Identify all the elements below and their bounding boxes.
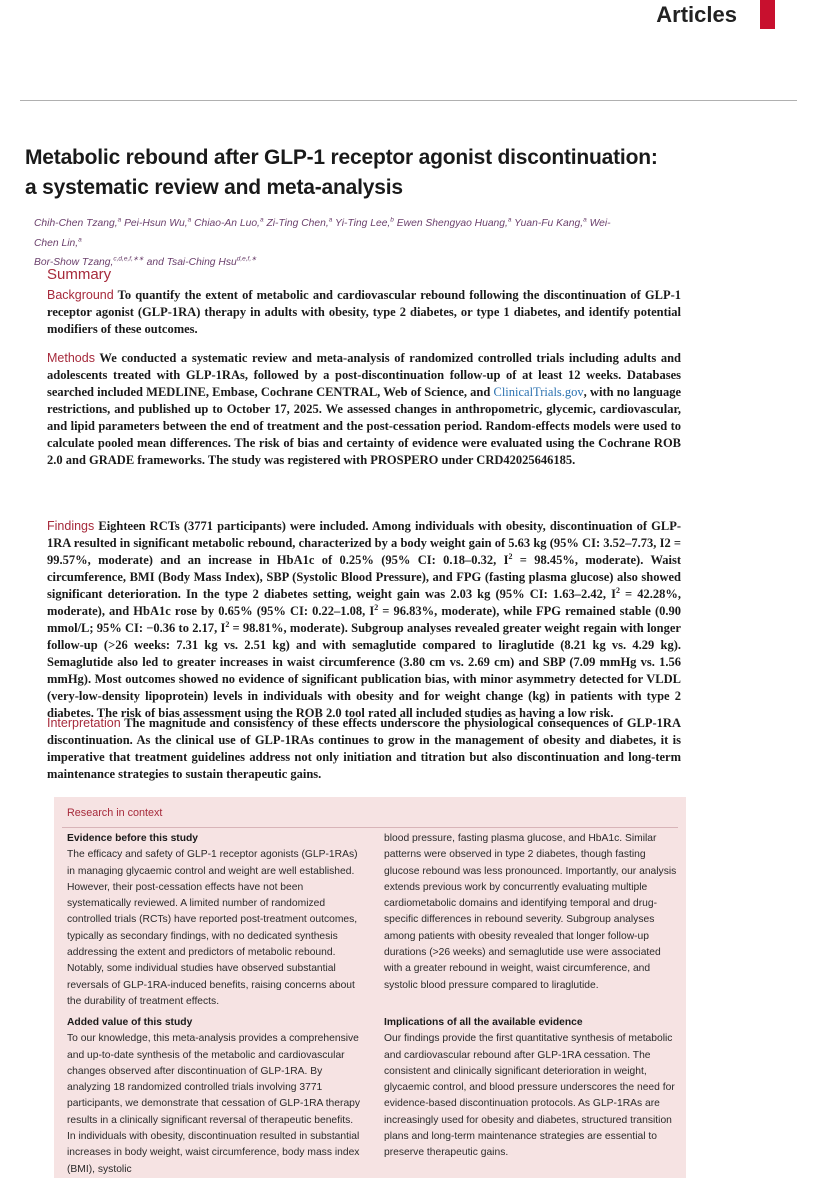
research-in-context-title: Research in context: [67, 807, 163, 819]
author[interactable]: Chiao-An Luo,$^a$: [194, 217, 264, 230]
added-value-text: To our knowledge, this meta-analysis provides a comprehensive and up-to-date synthesis of the metabolic and cardiovascular changes observed after discontinuation of GLP-1RA. By analyzing 18 randomized controlled trials involving 3771 participants, we demonstrate that cessation of GLP-1RA therapy results in a clinically significant reversal of therapeutic benefits. In individuals with obesity, discontinuation resulted in substantial increases in body weight, waist circumference, body mass index (BMI), systolic: [67, 1033, 361, 1175]
author[interactable]: Chih-Chen Tzang,$^a$: [34, 217, 122, 230]
interpretation-label: Interpretation: [47, 716, 121, 730]
findings-label: Findings: [47, 519, 95, 533]
background-label: Background: [47, 288, 114, 302]
section-color-bar: [760, 0, 775, 29]
evidence-before-text: The efficacy and safety of GLP-1 receptor agonists (GLP-1RAs) in managing glycaemic control and weight are well established. However, their post-cessation effects have not been systematically reviewed. A limited number of randomized controlled trials (RCTs) have reported post-treatment outcomes, typically as secondary findings, with no dedicated synthesis addressing the extent and predictors of metabolic rebound. Notably, some individual studies have observed substantial reversals of GLP-1RA-induced benefits, raising concerns about the durability of treatment effects.: [67, 849, 358, 1007]
added-value-continued-text: blood pressure, fasting plasma glucose, and HbA1c. Similar patterns were observed in type 2 diabetes, though fasting glucose rebound was less pronounced. Importantly, our analysis extends previous work by concurrently evaluating multiple cardiometabolic domains and identifying temporal and drug-specific differences in rebound severity. Subgroup analyses among patients with obesity revealed that longer follow-up durations (>26 weeks) and semaglutide use were associated with a greater rebound in weight, waist circumference, and systolic blood pressure compared to liraglutide.: [384, 833, 677, 991]
abstract-interpretation: Interpretation The magnitude and consistency of these effects underscore the physiological consequences of GLP-1RA discontinuation. As the clinical use of GLP-1RAs continues to grow in the management of obesity and diabetes, it is imperative that treatment guidelines address not only initiation and titration but also discontinuation and long-term maintenance strategies to sustain therapeutic gains.: [47, 716, 681, 781]
author[interactable]: Yi-Ting Lee,$^b$: [335, 217, 394, 230]
author[interactable]: Yuan-Fu Kang,$^a$: [514, 217, 587, 230]
methods-label: Methods: [47, 351, 95, 365]
abstract-methods: Methods We conducted a systematic review and meta-analysis of randomized controlled trials including adults and adolescents treated with GLP-1RAs, followed by a post-discontinuation follow-up of at least 12 weeks. Databases searched included MEDLINE, Embase, Cochrane CENTRAL, Web of Science, and ClinicalTrials.gov, with no language restrictions, and published up to October 17, 2025. We assessed changes in anthropometric, glycemic, cardiovascular, and lipid parameters between the end of treatment and the post-cessation period. Random-effects models were used to calculate pooled mean differences. The risk of bias and certainty of evidence were evaluated using the Cochrane ROB 2.0 and GRADE frameworks. The study was registered with PROSPERO under CRD42025646185.: [47, 351, 682, 467]
author[interactable]: Bor-Show Tzang,$^{c,d,e,f,∗∗}$: [34, 255, 144, 269]
author[interactable]: and Tsai-Ching Hsu$^{d,e,f,∗}$: [146, 255, 257, 269]
added-value-continued: [384, 831, 681, 994]
header-divider: [20, 100, 797, 101]
evidence-before-section: [67, 831, 364, 1010]
summary-heading: Summary: [47, 266, 112, 283]
abstract-findings: Findings Eighteen RCTs (3771 participants) were included. Among individuals with obesity, discontinuation of GLP-1RA resulted in significant metabolic rebound, characterized by a body weight gain of 5.63 kg (95% CI: 3.52–7.73, I2 = 99.57%, moderate) and an increase in HbA1c of 0.25% (95% CI: 0.18–0.32, $I^2 = 98.45\%$, moderate). Waist circumference, BMI (Body Mass Index), SBP (Systolic Blood Pressure), and FPG (fasting plasma glucose) also showed significant deterioration. In the type 2 diabetes setting, weight gain was 2.03 kg (95% CI: 1.63–2.42, $I^2 = 42.28\%$, moderate), and HbA1c rose by 0.65% (95% CI: 0.22–1.08, $I^2 = 96.83\%$, moderate), while FPG remained stable (0.90 mmol/L; 95% CI: −0.36 to 2.17, $I^2 = 98.81\%$, moderate). Subgroup analyses revealed greater weight regain with longer follow-up (>26 weeks: 7.31 kg vs. 2.51 kg) and with semaglutide compared to liraglutide (8.21 kg vs. 4.29 kg). Semaglutide also led to greater increases in waist circumference (3.80 cm vs. 2.69 cm) and SBP (7.09 mmHg vs. 1.56 mmHg). Most outcomes showed no evidence of significant publication bias, with minor asymmetry detected for VLDL (very-low-density lipoprotein) levels in individuals with obesity and for weight change (kg) in patients with type 2 diabetes. The risk of bias assessment using the ROB 2.0 tool rated all included studies as having a low risk.: [47, 519, 682, 720]
author[interactable]: Pei-Hsun Wu,$^a$: [124, 217, 192, 230]
research-in-context-divider: [62, 827, 678, 828]
author[interactable]: Wei-Chen Lin,$^a$: [34, 218, 611, 249]
implications-section: [384, 1015, 681, 1162]
clinicaltrials-link[interactable]: ClinicalTrials.gov: [493, 385, 584, 399]
paper-title: Metabolic rebound after GLP-1 receptor agonist discontinuation: a systematic review and meta-analysis: [25, 146, 658, 199]
author[interactable]: Zi-Ting Chen,$^a$: [266, 217, 333, 230]
evidence-before-heading: Evidence before this study: [67, 833, 199, 844]
implications-heading: Implications of all the available evidence: [384, 1017, 583, 1028]
section-label: Articles: [656, 2, 737, 27]
abstract-background: Background To quantify the extent of metabolic and cardiovascular rebound following the discontinuation of GLP-1 receptor agonist (GLP-1RA) therapy in adults with obesity, type 2 diabetes, or type 1 diabetes, and identify potential modifiers of these outcomes.: [47, 288, 681, 336]
author[interactable]: Ewen Shengyao Huang,$^a$: [396, 217, 512, 230]
research-in-context-box: [54, 797, 686, 1178]
implications-text: Our findings provide the first quantitative synthesis of metabolic and cardiovascular rebound after GLP-1RA cessation. The consistent and clinically significant deterioration in weight, glycaemic control, and blood pressure underscores the need for evidence-based discontinuation protocols. As GLP-1RAs are increasingly used for obesity and diabetes, structured transition plans and long-term maintenance strategies are essential to preserve therapeutic gains.: [384, 1033, 675, 1159]
added-value-section: [67, 1015, 364, 1178]
author-list: [34, 213, 634, 271]
added-value-heading: Added value of this study: [67, 1017, 193, 1028]
